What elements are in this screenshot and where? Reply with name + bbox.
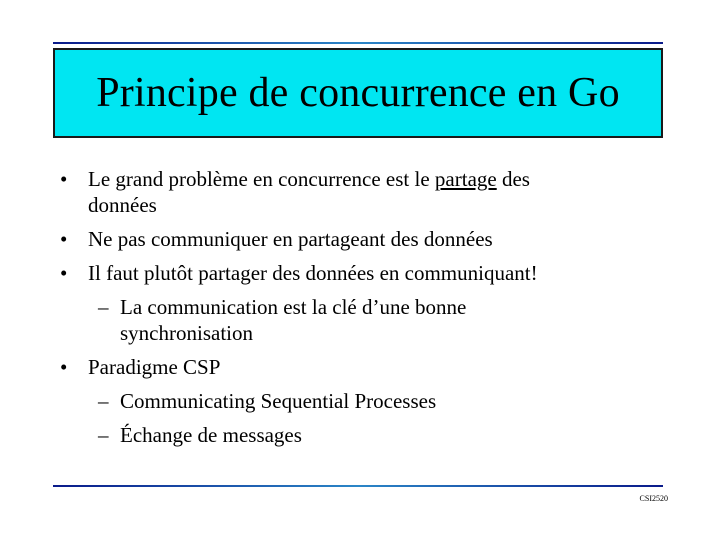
top-rule <box>53 42 663 44</box>
sub-bullet-4-1 <box>60 388 680 414</box>
bullet-1-underlined-word: partage <box>434 167 497 191</box>
bullet-1-text-a: Le grand problème en concurrence est le <box>88 167 435 191</box>
bottom-rule <box>53 485 663 487</box>
bullet-1 <box>60 166 680 218</box>
bullet-2-text: Ne pas communiquer en partageant des données <box>88 227 493 251</box>
dash-marker: – <box>98 389 109 413</box>
footer-course-code: CSI2520 <box>639 494 668 503</box>
sub-bullet-4-2 <box>60 422 680 448</box>
dash-marker: – <box>98 423 109 447</box>
bullet-1-line-2: données <box>88 193 157 217</box>
sub-bullet-4-1-text: Communicating Sequential Processes <box>120 389 437 413</box>
bullet-1-text-b: des <box>496 167 530 191</box>
bullet-marker: • <box>60 167 68 191</box>
bullet-3-text: Il faut plutôt partager des données en communiquant! <box>88 261 538 285</box>
sub-bullet-3-1-line-2: synchronisation <box>120 321 253 345</box>
dash-marker: – <box>98 295 109 319</box>
bullet-marker: • <box>60 355 68 379</box>
title-box <box>53 48 663 138</box>
slide-title: Principe de concurrence en Go <box>96 70 620 116</box>
bullet-1-line-1 <box>88 166 680 192</box>
slide-content <box>60 166 680 456</box>
bullet-4 <box>60 354 680 380</box>
bullet-2 <box>60 226 680 252</box>
bullet-marker: • <box>60 227 68 251</box>
sub-bullet-3-1-line-1: La communication est la clé d’une bonne <box>120 295 467 319</box>
bullet-marker: • <box>60 261 68 285</box>
sub-bullet-4-2-text: Échange de messages <box>120 423 302 447</box>
bullet-4-text: Paradigme CSP <box>88 355 221 379</box>
bullet-3 <box>60 260 680 286</box>
sub-bullet-3-1 <box>60 294 680 346</box>
